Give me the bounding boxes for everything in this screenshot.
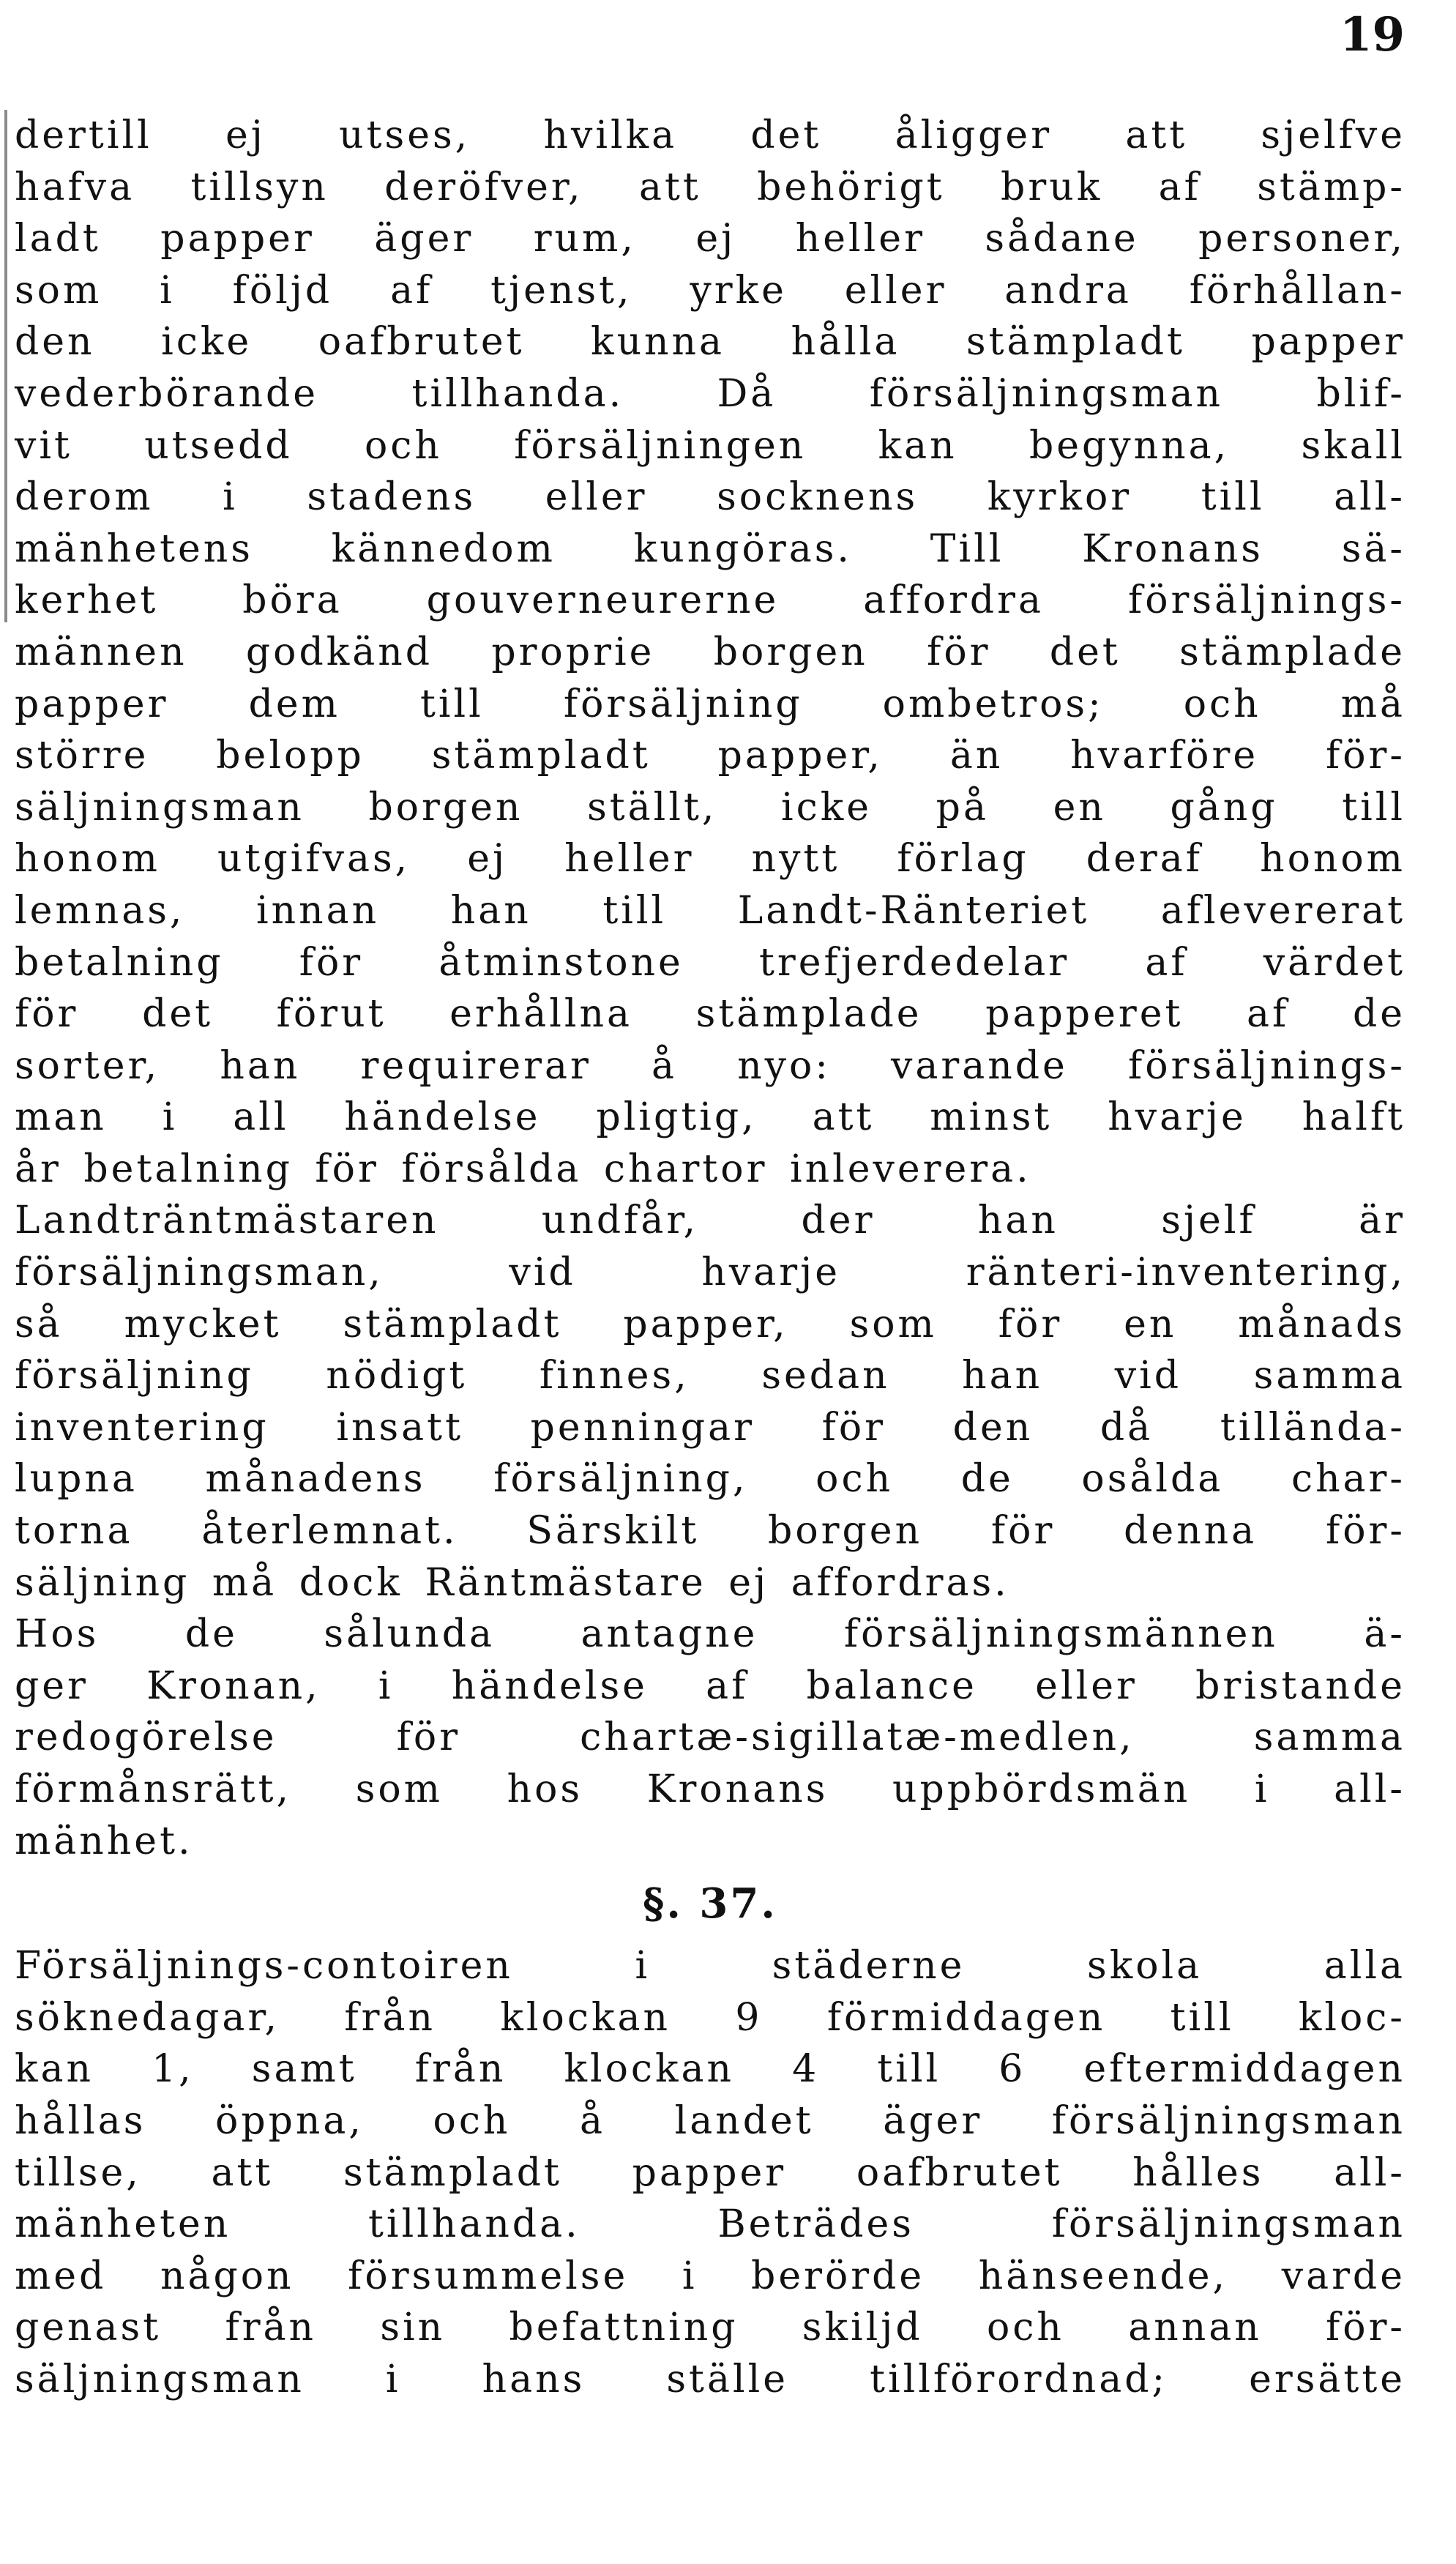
text-line: för det förut erhållna stämplade papperet af de	[15, 992, 1405, 1037]
text-line: vederbörande tillhanda. Då försäljningsman blif-	[15, 371, 1405, 416]
text-line: mänhet.	[15, 1819, 193, 1863]
text-line: Försäljnings-contoiren i städerne skola alla	[15, 1944, 1405, 1989]
text-line: säljning må dock Räntmästare ej affordras.	[15, 1560, 1009, 1605]
text-line: kan 1, samt från klockan 4 till 6 eftermiddagen	[15, 2047, 1405, 2092]
text-line: sorter, han requirerar å nyo: varande försäljnings-	[15, 1043, 1405, 1088]
text-line: redogörelse för chartæ-sigillatæ-medlen, samma	[15, 1715, 1405, 1760]
text-line: den icke oafbrutet kunna hålla stämpladt papper	[15, 320, 1405, 365]
text-line: hafva tillsyn deröfver, att behörigt bruk af stämp-	[15, 165, 1405, 209]
text-line: männen godkänd proprie borgen för det stämplade	[15, 630, 1405, 674]
page-left-edge-rule	[4, 110, 7, 622]
text-line: lemnas, innan han till Landt-Ränteriet aflevererat	[15, 888, 1405, 933]
text-line: säljningsman borgen ställt, icke på en gång till	[15, 785, 1405, 830]
text-line: tillse, att stämpladt papper oafbrutet hålles all-	[15, 2150, 1405, 2195]
text-line: vit utsedd och försäljningen kan begynna, skall	[15, 423, 1405, 468]
text-line: genast från sin befattning skiljd och annan för-	[15, 2306, 1405, 2350]
text-line: Hos de sålunda antagne försäljningsmännen ä-	[15, 1612, 1405, 1657]
text-line: hållas öppna, och å landet äger försäljningsman	[15, 2098, 1405, 2143]
text-line: derom i stadens eller socknens kyrkor till all-	[15, 475, 1405, 520]
text-line: med någon försummelse i berörde hänseende, varde	[15, 2254, 1405, 2298]
text-line: så mycket stämpladt papper, som för en månads	[15, 1302, 1405, 1346]
text-line: lupna månadens försäljning, och de osålda char-	[15, 1457, 1405, 1502]
text-line: ladt papper äger rum, ej heller sådane personer,	[15, 217, 1405, 261]
text-line: torna återlemnat. Särskilt borgen för denna för-	[15, 1509, 1405, 1554]
text-line: förmånsrätt, som hos Kronans uppbördsmän i all-	[15, 1767, 1405, 1811]
text-line: försäljningsman, vid hvarje ränteri-inventering,	[15, 1251, 1405, 1295]
text-line: mänheten tillhanda. Beträdes försäljningsman	[15, 2202, 1405, 2247]
text-line: som i följd af tjenst, yrke eller andra förhållan-	[15, 268, 1405, 313]
text-line: söknedagar, från klockan 9 förmiddagen till kloc-	[15, 1995, 1405, 2040]
text-line: större belopp stämpladt papper, än hvarföre för-	[15, 734, 1405, 778]
text-line: mänhetens kännedom kungöras. Till Kronans sä-	[15, 526, 1405, 571]
text-line: försäljning nödigt finnes, sedan han vid samma	[15, 1354, 1405, 1398]
text-line: man i all händelse pligtig, att minst hvarje halft	[15, 1095, 1405, 1140]
text-line: inventering insatt penningar för den då tilländа-	[15, 1405, 1405, 1450]
section-heading: §. 37.	[643, 1879, 777, 1928]
text-line: säljningsman i hans ställe tillförordnad; ersätte	[15, 2357, 1405, 2401]
text-line: dertill ej utses, hvilka det åligger att sjelfve	[15, 113, 1405, 157]
text-line: ger Kronan, i händelse af balance eller bristande	[15, 1663, 1405, 1708]
text-line: kerhet böra gouverneurerne affordra försäljnings-	[15, 578, 1405, 623]
text-line: papper dem till försäljning ombetros; och må	[15, 682, 1405, 726]
text-line: betalning för åtminstone trefjerdedelar af värdet	[15, 940, 1405, 985]
text-line: år betalning för försålda chartor inleverera.	[15, 1147, 1031, 1191]
page-body	[15, 110, 1405, 2406]
text-line: honom utgifvas, ej heller nytt förlag deraf honom	[15, 837, 1405, 882]
text-line: Landträntmästaren undfår, der han sjelf är	[15, 1199, 1405, 1243]
page-number: 19	[1339, 7, 1405, 62]
